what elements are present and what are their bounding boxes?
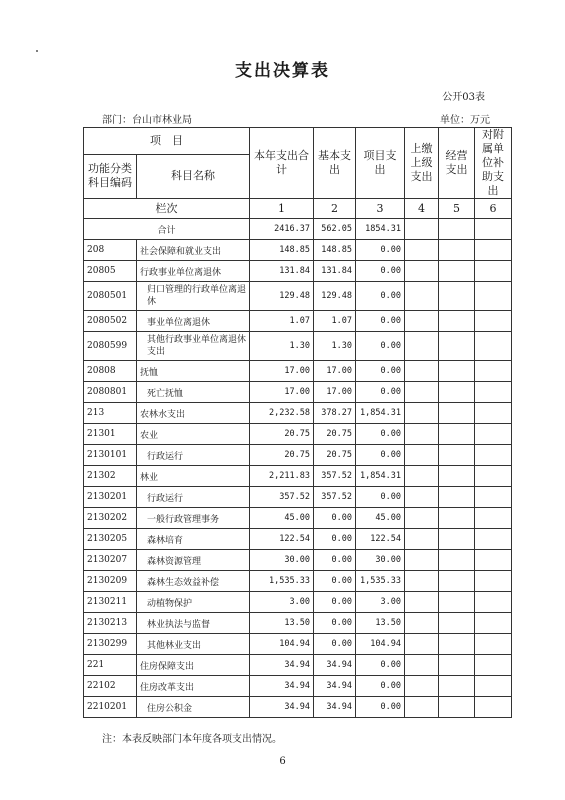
table-row xyxy=(84,361,512,382)
table-row xyxy=(84,508,512,529)
table-row xyxy=(84,529,512,550)
row-basic: 17.00 xyxy=(314,361,356,382)
row-project: 1,535.33 xyxy=(356,571,405,592)
row-code: 2130299 xyxy=(84,634,137,655)
row-project: 0.00 xyxy=(356,361,405,382)
empty-cell xyxy=(439,445,475,466)
empty-cell xyxy=(439,487,475,508)
row-name: 住房保障支出 xyxy=(137,655,250,676)
empty-cell xyxy=(439,361,475,382)
total-basic: 562.05 xyxy=(314,219,356,240)
empty-cell xyxy=(475,697,512,718)
empty-cell xyxy=(475,261,512,282)
row-total: 13.50 xyxy=(250,613,314,634)
empty-cell xyxy=(475,332,512,361)
row-project: 3.00 xyxy=(356,592,405,613)
row-code: 208 xyxy=(84,240,137,261)
empty-cell xyxy=(439,424,475,445)
row-basic: 1.07 xyxy=(314,311,356,332)
row-name: 森林资源管理 xyxy=(137,550,250,571)
empty-cell xyxy=(439,219,475,240)
header-item-group: 项 目 xyxy=(84,128,250,155)
row-name: 事业单位离退休 xyxy=(137,311,250,332)
table-row xyxy=(84,261,512,282)
index-col: 2 xyxy=(314,199,356,219)
table-row xyxy=(84,697,512,718)
index-col: 4 xyxy=(405,199,439,219)
empty-cell xyxy=(439,403,475,424)
row-code: 2080801 xyxy=(84,382,137,403)
row-total: 17.00 xyxy=(250,361,314,382)
row-total: 2,211.83 xyxy=(250,466,314,487)
row-basic: 1.30 xyxy=(314,332,356,361)
empty-cell xyxy=(439,311,475,332)
row-basic: 20.75 xyxy=(314,424,356,445)
row-code: 2210201 xyxy=(84,697,137,718)
row-project: 0.00 xyxy=(356,382,405,403)
empty-cell xyxy=(405,261,439,282)
empty-cell xyxy=(475,403,512,424)
empty-cell xyxy=(475,592,512,613)
row-total: 1.07 xyxy=(250,311,314,332)
row-basic: 0.00 xyxy=(314,571,356,592)
empty-cell xyxy=(439,676,475,697)
row-code: 2130205 xyxy=(84,529,137,550)
row-name: 一般行政管理事务 xyxy=(137,508,250,529)
unit-label: 单位：万元 xyxy=(440,115,490,126)
row-project: 30.00 xyxy=(356,550,405,571)
row-basic: 0.00 xyxy=(314,634,356,655)
empty-cell xyxy=(405,240,439,261)
empty-cell xyxy=(475,219,512,240)
footnote: 注：本表反映部门本年度各项支出情况。 xyxy=(102,734,282,745)
empty-cell xyxy=(405,403,439,424)
empty-cell xyxy=(405,571,439,592)
table-row xyxy=(84,282,512,311)
row-project: 0.00 xyxy=(356,655,405,676)
row-total: 3.00 xyxy=(250,592,314,613)
empty-cell xyxy=(475,361,512,382)
row-project: 0.00 xyxy=(356,697,405,718)
empty-cell xyxy=(475,282,512,311)
row-total: 30.00 xyxy=(250,550,314,571)
empty-cell xyxy=(405,487,439,508)
header-code: 功能分类科目编码 xyxy=(84,154,137,198)
row-basic: 0.00 xyxy=(314,508,356,529)
row-total: 2,232.58 xyxy=(250,403,314,424)
row-name: 行政事业单位离退休 xyxy=(137,261,250,282)
row-basic: 131.84 xyxy=(314,261,356,282)
page-number: 6 xyxy=(279,756,286,767)
table-row xyxy=(84,634,512,655)
row-project: 1,854.31 xyxy=(356,403,405,424)
row-project: 0.00 xyxy=(356,445,405,466)
index-col: 3 xyxy=(356,199,405,219)
table-row xyxy=(84,403,512,424)
empty-cell xyxy=(405,550,439,571)
row-total: 17.00 xyxy=(250,382,314,403)
empty-cell xyxy=(405,613,439,634)
row-code: 2130201 xyxy=(84,487,137,508)
empty-cell xyxy=(405,466,439,487)
empty-cell xyxy=(439,240,475,261)
empty-cell xyxy=(405,361,439,382)
table-row xyxy=(84,382,512,403)
empty-cell xyxy=(405,676,439,697)
header-upper: 上缴上级支出 xyxy=(405,128,439,199)
row-total: 1,535.33 xyxy=(250,571,314,592)
row-basic: 357.52 xyxy=(314,466,356,487)
row-name: 行政运行 xyxy=(137,445,250,466)
empty-cell xyxy=(475,550,512,571)
row-name: 其他林业支出 xyxy=(137,634,250,655)
empty-cell xyxy=(405,282,439,311)
empty-cell xyxy=(475,613,512,634)
row-name: 归口管理的行政单位离退休 xyxy=(137,282,250,311)
row-basic: 378.27 xyxy=(314,403,356,424)
table-row xyxy=(84,466,512,487)
empty-cell xyxy=(439,382,475,403)
empty-cell xyxy=(405,445,439,466)
row-code: 21302 xyxy=(84,466,137,487)
empty-cell xyxy=(475,529,512,550)
empty-cell xyxy=(405,592,439,613)
row-total: 1.30 xyxy=(250,332,314,361)
empty-cell xyxy=(439,466,475,487)
scan-speck xyxy=(36,50,38,52)
row-total: 34.94 xyxy=(250,655,314,676)
row-project: 0.00 xyxy=(356,332,405,361)
empty-cell xyxy=(439,634,475,655)
header-name: 科目名称 xyxy=(137,154,250,198)
table-row xyxy=(84,424,512,445)
row-code: 2130207 xyxy=(84,550,137,571)
row-name: 住房改革支出 xyxy=(137,676,250,697)
row-total: 20.75 xyxy=(250,424,314,445)
row-project: 0.00 xyxy=(356,487,405,508)
empty-cell xyxy=(439,571,475,592)
header-project: 项目支出 xyxy=(356,128,405,199)
row-code: 20805 xyxy=(84,261,137,282)
table-row xyxy=(84,592,512,613)
row-name: 林业 xyxy=(137,466,250,487)
empty-cell xyxy=(475,571,512,592)
row-project: 104.94 xyxy=(356,634,405,655)
row-project: 45.00 xyxy=(356,508,405,529)
row-code: 21301 xyxy=(84,424,137,445)
row-project: 0.00 xyxy=(356,261,405,282)
header-operate: 经营支出 xyxy=(439,128,475,199)
page-title: 支出决算表 xyxy=(235,61,330,81)
header-basic: 基本支出 xyxy=(314,128,356,199)
empty-cell xyxy=(439,529,475,550)
empty-cell xyxy=(405,424,439,445)
row-basic: 34.94 xyxy=(314,676,356,697)
empty-cell xyxy=(405,219,439,240)
empty-cell xyxy=(405,382,439,403)
empty-cell xyxy=(439,613,475,634)
row-total: 122.54 xyxy=(250,529,314,550)
index-col: 5 xyxy=(439,199,475,219)
row-code: 2130213 xyxy=(84,613,137,634)
row-basic: 34.94 xyxy=(314,655,356,676)
row-total: 104.94 xyxy=(250,634,314,655)
index-col: 1 xyxy=(250,199,314,219)
total-row xyxy=(84,219,512,240)
row-name: 其他行政事业单位离退休支出 xyxy=(137,332,250,361)
row-total: 20.75 xyxy=(250,445,314,466)
row-project: 0.00 xyxy=(356,282,405,311)
empty-cell xyxy=(439,332,475,361)
total-label: 合计 xyxy=(84,219,250,240)
table-row xyxy=(84,445,512,466)
empty-cell xyxy=(405,655,439,676)
row-basic: 0.00 xyxy=(314,529,356,550)
empty-cell xyxy=(475,424,512,445)
row-basic: 34.94 xyxy=(314,697,356,718)
row-basic: 20.75 xyxy=(314,445,356,466)
row-name: 林业执法与监督 xyxy=(137,613,250,634)
row-basic: 129.48 xyxy=(314,282,356,311)
row-total: 45.00 xyxy=(250,508,314,529)
row-name: 抚恤 xyxy=(137,361,250,382)
empty-cell xyxy=(439,697,475,718)
empty-cell xyxy=(439,655,475,676)
row-project: 0.00 xyxy=(356,311,405,332)
row-code: 2130211 xyxy=(84,592,137,613)
form-number: 公开03表 xyxy=(442,92,485,103)
table-row xyxy=(84,487,512,508)
table-row xyxy=(84,613,512,634)
empty-cell xyxy=(405,508,439,529)
row-total: 357.52 xyxy=(250,487,314,508)
table-row xyxy=(84,655,512,676)
empty-cell xyxy=(475,655,512,676)
empty-cell xyxy=(439,592,475,613)
row-code: 2130202 xyxy=(84,508,137,529)
row-code: 2080501 xyxy=(84,282,137,311)
row-basic: 0.00 xyxy=(314,592,356,613)
row-basic: 148.85 xyxy=(314,240,356,261)
row-name: 动植物保护 xyxy=(137,592,250,613)
row-total: 34.94 xyxy=(250,676,314,697)
row-name: 森林培育 xyxy=(137,529,250,550)
header-total: 本年支出合计 xyxy=(250,128,314,199)
empty-cell xyxy=(439,508,475,529)
row-code: 213 xyxy=(84,403,137,424)
empty-cell xyxy=(405,634,439,655)
empty-cell xyxy=(475,676,512,697)
row-code: 2080502 xyxy=(84,311,137,332)
expenditure-table xyxy=(83,127,512,718)
row-project: 0.00 xyxy=(356,424,405,445)
row-code: 2080599 xyxy=(84,332,137,361)
row-total: 148.85 xyxy=(250,240,314,261)
row-total: 129.48 xyxy=(250,282,314,311)
row-name: 森林生态效益补偿 xyxy=(137,571,250,592)
empty-cell xyxy=(475,382,512,403)
table-row xyxy=(84,332,512,361)
row-project: 0.00 xyxy=(356,240,405,261)
row-code: 20808 xyxy=(84,361,137,382)
row-name: 社会保障和就业支出 xyxy=(137,240,250,261)
row-total: 34.94 xyxy=(250,697,314,718)
row-name: 死亡抚恤 xyxy=(137,382,250,403)
total-total: 2416.37 xyxy=(250,219,314,240)
empty-cell xyxy=(475,634,512,655)
row-basic: 0.00 xyxy=(314,550,356,571)
row-name: 农林水支出 xyxy=(137,403,250,424)
empty-cell xyxy=(475,311,512,332)
row-project: 1,854.31 xyxy=(356,466,405,487)
empty-cell xyxy=(405,529,439,550)
total-project: 1854.31 xyxy=(356,219,405,240)
header-subsidy: 对附属单位补助支出 xyxy=(475,128,512,199)
department-label: 部门：台山市林业局 xyxy=(102,115,192,126)
row-code: 22102 xyxy=(84,676,137,697)
empty-cell xyxy=(439,261,475,282)
table-row xyxy=(84,311,512,332)
table-row xyxy=(84,550,512,571)
row-name: 住房公积金 xyxy=(137,697,250,718)
row-code: 2130101 xyxy=(84,445,137,466)
row-project: 122.54 xyxy=(356,529,405,550)
index-row-label: 栏次 xyxy=(84,199,250,219)
empty-cell xyxy=(475,466,512,487)
index-col: 6 xyxy=(475,199,512,219)
row-project: 0.00 xyxy=(356,676,405,697)
table-row xyxy=(84,676,512,697)
row-basic: 0.00 xyxy=(314,613,356,634)
empty-cell xyxy=(475,240,512,261)
row-name: 农业 xyxy=(137,424,250,445)
empty-cell xyxy=(405,332,439,361)
empty-cell xyxy=(405,697,439,718)
row-basic: 17.00 xyxy=(314,382,356,403)
row-code: 2130209 xyxy=(84,571,137,592)
row-code: 221 xyxy=(84,655,137,676)
table-row xyxy=(84,571,512,592)
table-row xyxy=(84,240,512,261)
empty-cell xyxy=(439,282,475,311)
empty-cell xyxy=(475,487,512,508)
row-basic: 357.52 xyxy=(314,487,356,508)
row-total: 131.84 xyxy=(250,261,314,282)
empty-cell xyxy=(405,311,439,332)
row-project: 13.50 xyxy=(356,613,405,634)
row-name: 行政运行 xyxy=(137,487,250,508)
empty-cell xyxy=(475,508,512,529)
empty-cell xyxy=(475,445,512,466)
empty-cell xyxy=(439,550,475,571)
